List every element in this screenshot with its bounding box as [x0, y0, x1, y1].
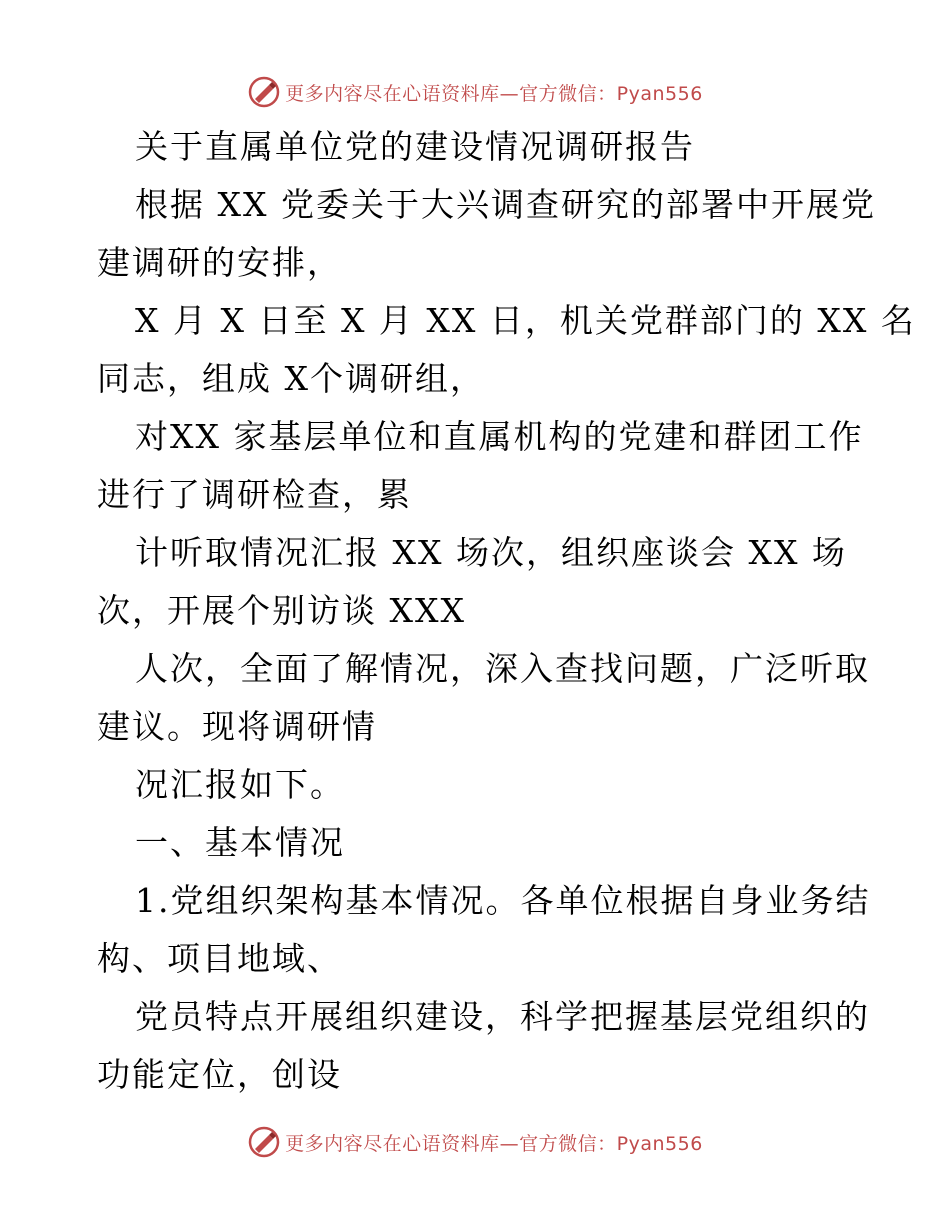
document-line: 根据 XX 党委关于大兴调查研究的部署中开展党 [135, 185, 876, 224]
document-line: 次，开展个别访谈 XXX [97, 591, 466, 630]
document-line: 进行了调研检查，累 [97, 475, 412, 514]
document-line: 计听取情况汇报 XX 场次，组织座谈会 XX 场 [135, 533, 847, 572]
document-line: X 月 X 日至 X 月 XX 日，机关党群部门的 XX 名 [135, 301, 916, 340]
header-watermark-text: 更多内容尽在心语资料库—官方微信：Pyan556 [285, 82, 703, 105]
pen-logo-icon [247, 1125, 281, 1159]
document-line: 建调研的安排， [97, 243, 342, 282]
document-line: 同志，组成 X个调研组， [97, 359, 485, 398]
footer-watermark-text: 更多内容尽在心语资料库—官方微信：Pyan556 [285, 1132, 703, 1155]
document-line: 建议。现将调研情 [97, 707, 377, 746]
document-line: 一、基本情况 [135, 823, 345, 862]
document-line: 关于直属单位党的建设情况调研报告 [135, 127, 695, 166]
document-line: 况汇报如下。 [135, 765, 345, 804]
document-line: 功能定位，创设 [97, 1055, 342, 1094]
document-line: 党员特点开展组织建设，科学把握基层党组织的 [135, 997, 870, 1036]
document-body [97, 118, 916, 1104]
footer-watermark-banner [0, 1122, 950, 1162]
document-line: 对XX 家基层单位和直属机构的党建和群团工作 [135, 417, 864, 456]
document-line: 1.党组织架构基本情况。各单位根据自身业务结 [135, 881, 871, 920]
document-line: 人次，全面了解情况，深入查找问题，广泛听取 [135, 649, 870, 688]
pen-logo-icon [247, 75, 281, 109]
header-watermark-banner [0, 72, 950, 112]
document-line: 构、项目地域、 [97, 939, 342, 978]
